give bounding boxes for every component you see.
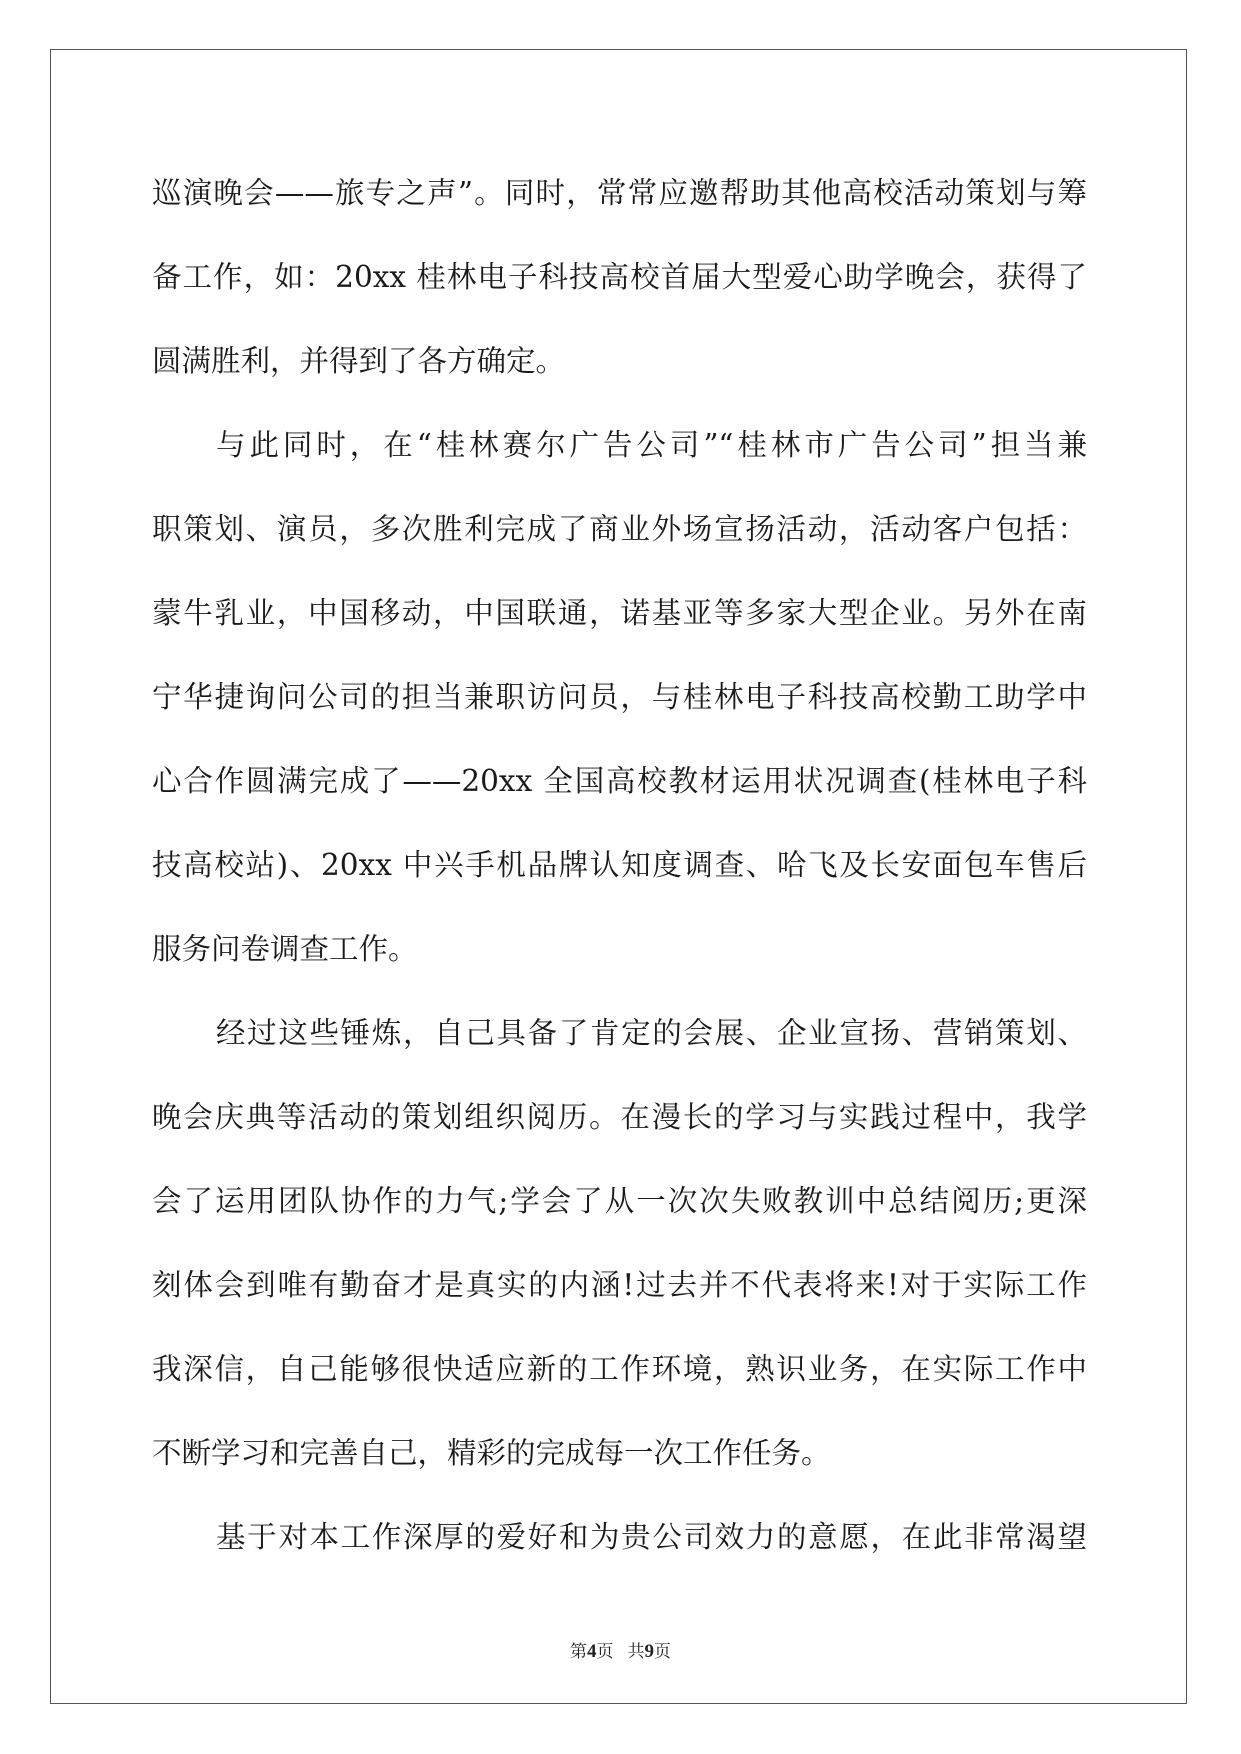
text-line: 职策划、演员，多次胜利完成了商业外场宣扬活动，活动客户包括： xyxy=(152,512,1087,546)
text-line: 蒙牛乳业，中国移动，中国联通，诺基亚等多家大型企业。另外在南 xyxy=(152,596,1087,630)
text-line: 经过这些锤炼，自己具备了肯定的会展、企业宣扬、营销策划、 xyxy=(216,1016,1087,1050)
total-unit: 页 xyxy=(654,1642,671,1662)
text-line: 技高校站)、20xx 中兴手机品牌认知度调查、哈飞及长安面包车售后 xyxy=(152,848,1087,882)
text-line: 圆满胜利，并得到了各方确定。 xyxy=(152,344,566,378)
text-line: 不断学习和完善自己，精彩的完成每一次工作任务。 xyxy=(152,1436,831,1470)
page-unit: 页 xyxy=(596,1642,614,1662)
text-line: 备工作，如：20xx 桂林电子科技高校首届大型爱心助学晚会，获得了 xyxy=(152,260,1087,294)
text-line: 我深信，自己能够很快适应新的工作环境，熟识业务，在实际工作中 xyxy=(152,1352,1087,1386)
text-line: 服务问卷调查工作。 xyxy=(152,932,418,966)
text-line: 巡演晚会——旅专之声”。同时，常常应邀帮助其他高校活动策划与筹 xyxy=(152,176,1087,210)
current-page-number: 4 xyxy=(587,1641,597,1662)
document-body xyxy=(152,151,1087,1579)
total-prefix: 共 xyxy=(627,1642,645,1662)
text-line: 会了运用团队协作的力气;学会了从一次次失败教训中总结阅历;更深 xyxy=(152,1184,1087,1218)
text-line: 晚会庆典等活动的策划组织阅历。在漫长的学习与实践过程中，我学 xyxy=(152,1100,1087,1134)
total-page-number: 9 xyxy=(644,1641,654,1662)
text-line: 宁华捷询问公司的担当兼职访问员，与桂林电子科技高校勤工助学中 xyxy=(152,680,1087,714)
text-line: 心合作圆满完成了——20xx 全国高校教材运用状况调查(桂林电子科 xyxy=(152,764,1087,798)
page-footer xyxy=(0,1637,1241,1663)
text-line: 与此同时，在“桂林赛尔广告公司”“桂林市广告公司”担当兼 xyxy=(216,428,1087,462)
text-line: 刻体会到唯有勤奋才是真实的内涵!过去并不代表将来!对于实际工作 xyxy=(152,1268,1087,1302)
text-line: 基于对本工作深厚的爱好和为贵公司效力的意愿，在此非常渴望 xyxy=(216,1520,1087,1554)
page-prefix: 第 xyxy=(570,1642,587,1662)
